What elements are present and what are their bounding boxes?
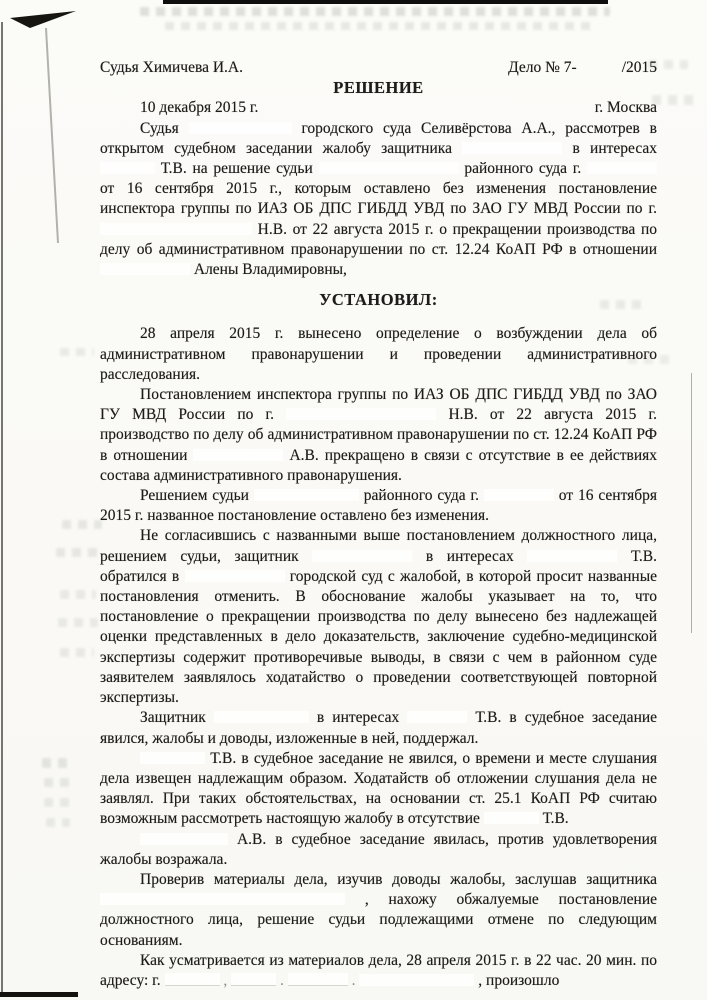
paragraph: [100, 951, 657, 991]
bleedthrough-smudge: [46, 818, 70, 827]
redaction-gap: [359, 974, 474, 986]
bleedthrough-smudge: [60, 648, 94, 657]
redaction-gap: [407, 711, 467, 723]
paragraph: [100, 324, 657, 385]
bleedthrough-smudge: [58, 618, 98, 627]
paragraph-text: Н.В. от 22 августа 2015 г. о прекращении производства по делу об административном правонарушении по ст. 12.24 КоАП РФ в отношении: [100, 220, 657, 258]
redaction-gap: [100, 893, 345, 905]
redaction-gap: [214, 711, 309, 723]
redaction-gap: [140, 752, 205, 764]
redaction-gap: [286, 408, 436, 420]
redaction-gap: [288, 973, 348, 986]
redaction-gap: [312, 550, 412, 562]
bleedthrough-smudge: [44, 798, 72, 807]
redaction-gap: [527, 550, 617, 562]
date-place-row: [100, 98, 657, 118]
scan-artifact-top-bar: [163, 0, 608, 4]
case-number: [508, 58, 657, 78]
case-number-prefix: Дело № 7-: [508, 59, 577, 76]
bleedthrough-smudge: [56, 548, 102, 557]
bleedthrough-smudge: [62, 520, 102, 529]
document-content: [100, 58, 657, 991]
paragraph-text: городского суда Селивёрстова А.А., рассмотрев в открытом судебном заседании жалобу защитника: [100, 119, 658, 157]
paragraph-text: районного суда г.: [363, 487, 479, 505]
paragraph-text: городской суд с жалобой, в которой просит названные постановления отменить. В обоснование жалобы указывает на то, что постановление о прекращении производства по делу вынесено без надлежащей оценки представленных в дело доказательств, заключение судебно-медицинской экспертизы содержит противоречивые выводы, в связи с чем в районном суде заявителем заявлялось ходатайство о проведении соответствующей повторной экспертизы.: [100, 567, 658, 707]
redaction-gap: [100, 223, 252, 235]
redaction-gap: [462, 142, 562, 154]
paragraph-text: Т.В. обратился в: [100, 547, 657, 585]
scan-artifact-bottom-corner-bar: [0, 992, 78, 997]
redaction-gap: [165, 973, 220, 986]
paragraph: [100, 385, 657, 486]
paragraph-text: Как усматривается из материалов дела, 28 апреля 2015 г. в 22 час. 20 мин. по адресу: г.: [100, 951, 657, 989]
scan-artifact-right-edge-line: [691, 373, 692, 633]
decision-city: г. Москва: [594, 99, 657, 117]
paragraph: [100, 830, 657, 870]
paragraph-text: районного суда г.: [464, 160, 582, 178]
paragraph: Т.В. в судебное заседание не явился, о времени и месте слушания дела извещен надлежащим образом. Ходатайств об отложении слушания дела не заявлял. При таких обстоятельствах, на основании ст. 25.1 КоАП РФ считаю возможным рассмотреть настоящую жалобу в отсутствие Т.В.: [100, 749, 657, 828]
redaction-gap: [577, 61, 622, 73]
paragraph: Проверив материалы дела, изучив доводы жалобы, заслушав защитника , нахожу обжалуемые постановление должностного лица, решение судьи подлежащими отмене по следующим основаниям.: [100, 870, 657, 949]
paragraph-text: Н.В. от 22 августа 2015 г. производство по делу об административном правонарушении по ст. 12.24 КоАП РФ в отношении: [100, 406, 658, 464]
paragraph-text: Проверив материалы дела, изучив доводы жалобы, заслушав защитника: [140, 870, 657, 888]
redaction-gap: [100, 263, 190, 275]
bleedthrough-smudge: [165, 22, 595, 30]
bleedthrough-smudge: [60, 348, 94, 356]
paragraph-text: Алены Владимировны,: [193, 261, 347, 279]
redaction-gap: [484, 812, 539, 824]
redaction-gap: [484, 489, 554, 501]
redaction-gap: [193, 449, 283, 461]
section-heading: [100, 290, 657, 310]
paragraph-text: Защитник: [140, 709, 206, 727]
decision-date: 10 декабря 2015 г.: [140, 99, 259, 117]
paragraph-text: от 16 сентября 2015 г., которым оставлено без изменения постановление инспектора группы по ИАЗ ОБ ДПС ГИБДД УВД по ЗАО ГУ МВД России по г.: [100, 180, 657, 218]
bleedthrough-smudge: [140, 7, 610, 16]
bleedthrough-smudge: [652, 95, 696, 105]
redaction-gap: [100, 162, 155, 174]
bleedthrough-smudge: [60, 590, 96, 599]
paragraph-text: в интересах: [316, 709, 400, 727]
redaction-remnant-mark: .: [351, 971, 356, 989]
paragraph: [100, 486, 657, 526]
redaction-remnant-mark: .: [280, 971, 284, 989]
paragraph-text: А.В. в судебное заседание явилась, против удовлетворения жалобы возражала.: [100, 830, 658, 868]
redaction-gap: [189, 122, 292, 134]
paragraph-text: , произошло: [478, 971, 560, 989]
header-row: [100, 58, 657, 78]
redaction-gap: [319, 162, 459, 174]
redaction-gap: [254, 489, 359, 501]
paragraph-text: 28 апреля 2015 г. вынесено определение о возбуждении дела об административном правонарушении и проведении административного расследования.: [100, 325, 657, 383]
paragraph-text: Постановлением инспектора группы по ИАЗ ОБ ДПС ГИБДД УВД по ЗАО ГУ МВД России по г.: [100, 386, 657, 424]
redaction-gap: [140, 833, 228, 845]
redaction-gap: [231, 973, 276, 986]
redaction-gap: [185, 570, 285, 582]
case-number-year: /2015: [621, 59, 657, 76]
paragraph: [100, 708, 657, 748]
paragraph: Судья городского суда Селивёрстова А.А., рассмотрев в открытом судебном заседании жалобу защитника в интересах Т.В. на решение судьи районного суда г. от 16 сентября 2015 г., которым оставлено без изменения постановление инспектора группы по ИАЗ ОБ ДПС ГИБДД УВД по ЗАО ГУ МВД России по г. Н.В. от 22 августа 2015 г. о прекращении производства по делу об административном правонарушении по ст. 12.24 КоАП РФ в отношении Алены Владимировны,: [100, 119, 658, 279]
bleedthrough-smudge: [44, 778, 70, 787]
bleedthrough-smudge: [42, 758, 72, 768]
scan-artifact-left-edge-line: [1, 22, 3, 997]
paragraph-text: обжалуемые постановление должностного лица, решение судьи подлежащими отмене по следующим основаниям.: [100, 891, 657, 949]
document-body: [100, 119, 657, 992]
paragraph-text: Судья: [140, 119, 179, 137]
paragraph-text: в интересах: [572, 139, 658, 157]
judge-name: Судья Химичева И.А.: [100, 59, 243, 76]
paragraph: [100, 526, 657, 708]
paragraph-text: Решением судьи: [140, 487, 249, 505]
paragraph-text: в интересах: [425, 547, 514, 565]
paragraph-text: от 16 сентября 2015 г. названное постановление оставлено без изменения.: [100, 487, 658, 525]
document-title: РЕШЕНИЕ: [333, 78, 424, 98]
paragraph-text: Т.В. в судебное заседание не явился, о времени и месте слушания дела извещен надлежащим образом. Ходатайств об отложении слушания дела не заявлял. При таких обстоятельствах, на основании ст. 25.1 КоАП РФ считаю возможным рассмотреть настоящую жалобу в отсутствие: [100, 749, 657, 828]
redaction-gap: [587, 162, 657, 174]
paragraph-text: А.В. прекращено в связи с отсутствие в ее действиях состава административного правонарушения.: [100, 446, 658, 484]
paragraph-text: Не согласившись с названными выше постановлением должностного лица, решением судьи, защитник: [100, 527, 657, 565]
redaction-remnant-mark: ,: [223, 971, 228, 989]
paragraph-text: УСТАНОВИЛ:: [319, 290, 438, 310]
paragraph-text: Т.В. в судебное заседание явился, жалобы и доводы, изложенные в ней, поддержал.: [100, 709, 658, 747]
